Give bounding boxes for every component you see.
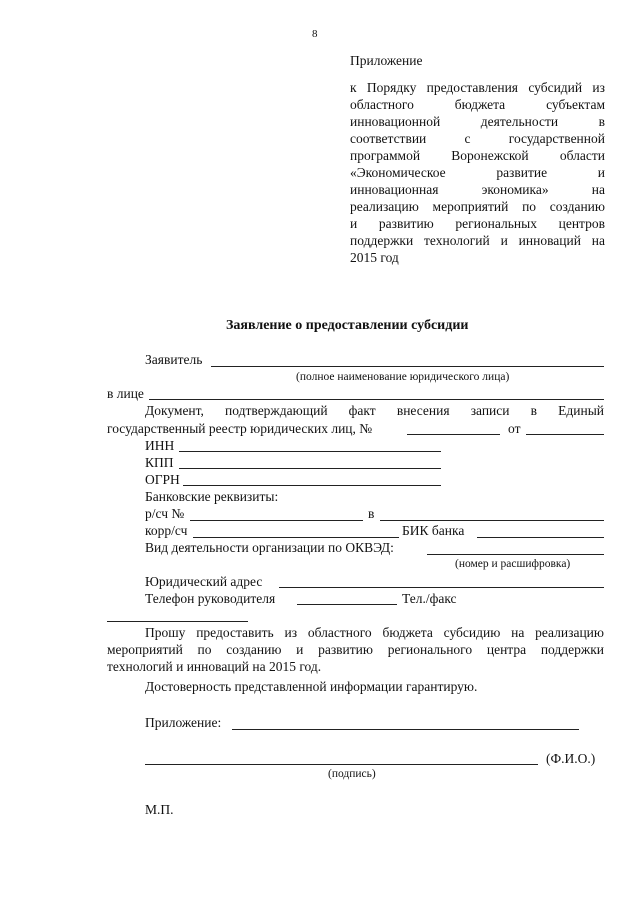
- guarantee-text: Достоверность представленной информации гарантирую.: [145, 679, 478, 694]
- egrul-date-field[interactable]: [526, 434, 604, 435]
- account-label: р/сч №: [145, 506, 185, 521]
- appendix-line: и развитию региональных центров: [350, 216, 605, 231]
- legal-address-label: Юридический адрес: [145, 574, 263, 589]
- representative-field[interactable]: [149, 399, 604, 400]
- egrul-number-field[interactable]: [407, 434, 500, 435]
- account-field[interactable]: [190, 520, 363, 521]
- bik-label: БИК банка: [402, 523, 465, 538]
- signature-hint: (подпись): [328, 768, 376, 780]
- appendix-line: поддержки технологий и инноваций на: [350, 233, 605, 248]
- appendix-line: программой Воронежской области: [350, 148, 605, 163]
- appendix-line: к Порядку предоставления субсидий из: [350, 80, 605, 95]
- legal-address-field[interactable]: [279, 587, 604, 588]
- appendix-line: «Экономическое развитие и: [350, 165, 605, 180]
- bank-name-field[interactable]: [380, 520, 604, 521]
- ogrn-label: ОГРН: [145, 472, 180, 487]
- attachment-label: Приложение:: [145, 715, 222, 730]
- representative-label: в лице: [107, 386, 144, 401]
- egrul-line1: Документ, подтверждающий факт внесения записи в Единый: [145, 403, 604, 418]
- request-line3: технологий и инноваций на 2015 год.: [107, 659, 322, 674]
- appendix-line: соответствии с государственной: [350, 131, 605, 146]
- attachment-field[interactable]: [232, 729, 579, 730]
- inn-field[interactable]: [179, 451, 441, 452]
- okved-label: Вид деятельности организации по ОКВЭД:: [145, 540, 394, 555]
- director-phone-label: Телефон руководителя: [145, 591, 276, 606]
- request-line1: Прошу предоставить из областного бюджета субсидию на реализацию: [145, 625, 604, 640]
- bik-field[interactable]: [477, 537, 604, 538]
- applicant-field[interactable]: [211, 366, 604, 367]
- request-line2: мероприятий по созданию и развитию регионального центра поддержки: [107, 642, 604, 657]
- appendix-title: Приложение: [350, 53, 423, 68]
- stamp-label: М.П.: [145, 802, 174, 817]
- fio-label: (Ф.И.О.): [546, 751, 596, 766]
- bank-details-label: Банковские реквизиты:: [145, 489, 279, 504]
- kpp-field[interactable]: [179, 468, 441, 469]
- applicant-hint: (полное наименование юридического лица): [296, 371, 510, 383]
- egrul-line2: государственный реестр юридических лиц, №: [107, 421, 373, 436]
- appendix-line: инновационной деятельности в: [350, 114, 605, 129]
- okved-hint: (номер и расшифровка): [455, 558, 571, 570]
- form-title: Заявление о предоставлении субсидии: [226, 318, 469, 333]
- appendix-line: инновационная экономика» на: [350, 182, 605, 197]
- director-phone-field[interactable]: [297, 604, 397, 605]
- phone-fax-label: Тел./факс: [402, 591, 457, 606]
- inn-label: ИНН: [145, 438, 175, 453]
- page-number: 8: [312, 28, 318, 40]
- bank-in-label: в: [368, 506, 375, 521]
- kpp-label: КПП: [145, 455, 174, 470]
- appendix-line: областного бюджета субъектам: [350, 97, 605, 112]
- applicant-label: Заявитель: [145, 352, 203, 367]
- appendix-line: реализацию мероприятий по созданию: [350, 199, 605, 214]
- okved-field[interactable]: [427, 554, 604, 555]
- appendix-line-last: 2015 год: [350, 250, 399, 265]
- corr-label: корр/сч: [145, 523, 188, 538]
- egrul-from-label: от: [508, 421, 521, 436]
- ogrn-field[interactable]: [183, 485, 441, 486]
- signature-field[interactable]: [145, 764, 538, 765]
- phone-fax-field[interactable]: [107, 621, 248, 622]
- corr-field[interactable]: [193, 537, 399, 538]
